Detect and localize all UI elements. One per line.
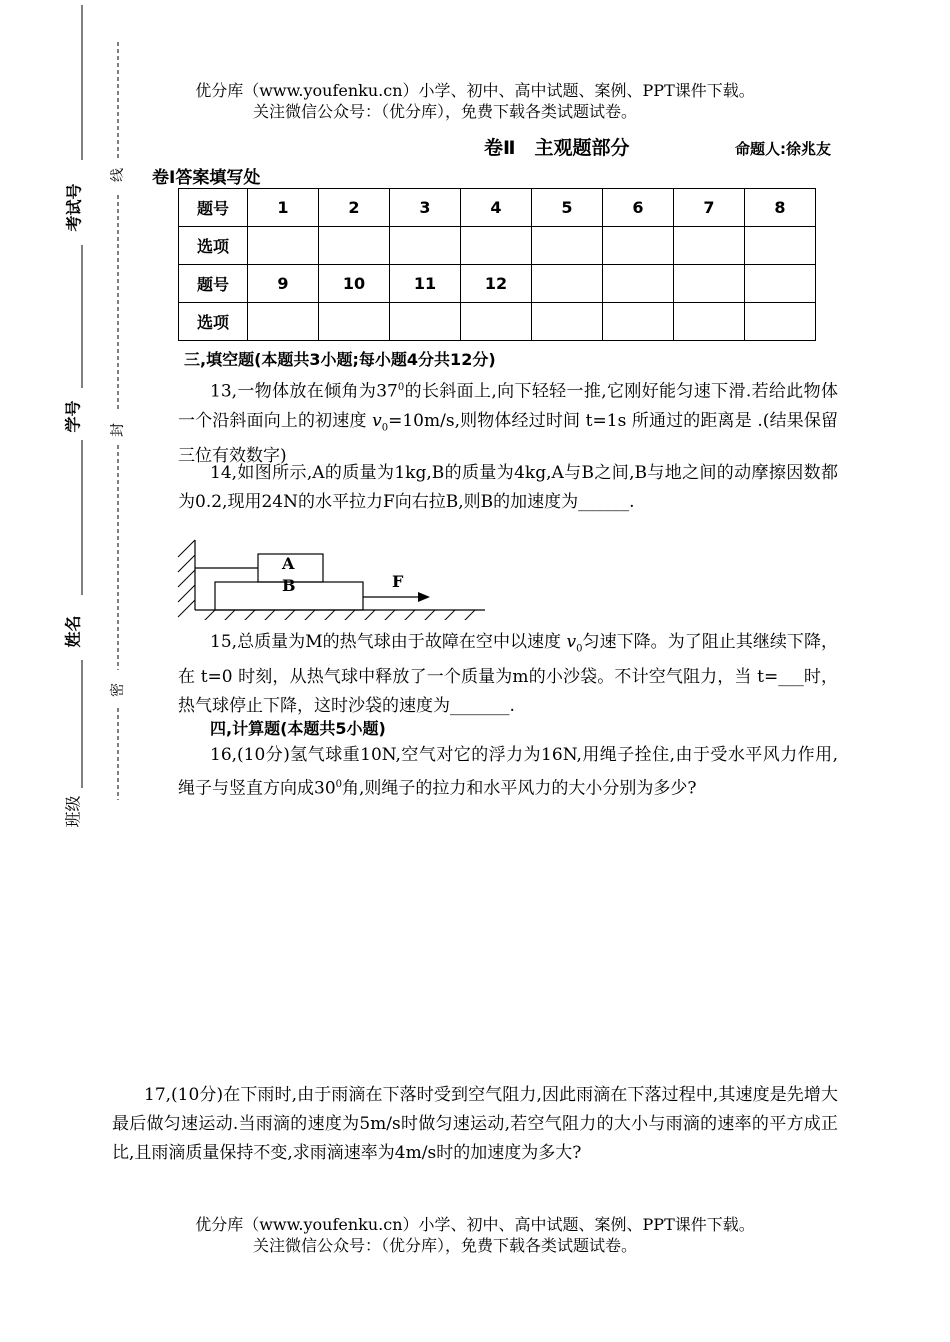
table-row: [179, 189, 816, 227]
table-row: [179, 227, 816, 265]
question-14: 14,如图所示,A的质量为1kg,B的质量为4kg,A与B之间,B与地之间的动摩擦因数都为0.2,现用24N的水平拉力F向右拉B,则B的加速度为______.: [178, 463, 838, 512]
table-cell: 5: [532, 189, 603, 227]
table-cell: 3: [390, 189, 461, 227]
block-figure: [170, 538, 500, 620]
label-f: F: [392, 572, 404, 591]
seal-mark-mi: 密: [110, 683, 126, 697]
table-cell: 选项: [179, 303, 248, 341]
footer-line-2: 关注微信公众号：（优分库），免费下载各类试题试卷。: [252, 1236, 637, 1255]
table-cell: 题号: [179, 265, 248, 303]
answer-cell[interactable]: [390, 227, 461, 265]
question-13: 13,一物体放在倾角为$37^0$的长斜面上,向下轻轻一推,它刚好能匀速下滑.若给此物体一个沿斜面向上的初速度 $v_0=10m/s$,则物体经过时间 t=1s 所通过的距离是 .(结果保留三位有效数字): [178, 381, 839, 467]
table-cell: 9: [248, 265, 319, 303]
table-cell: 6: [603, 189, 674, 227]
question-15: 15,总质量为M的热气球由于故障在空中以速度 $v_0$匀速下降。为了阻止其继续下降，在 t=0 时刻，从热气球中释放了一个质量为m的小沙袋。不计空气阻力，当 t=___时，热气球停止下降，这时沙袋的速度为_______.: [178, 632, 838, 717]
table-cell: 7: [674, 189, 745, 227]
table-cell: 2: [319, 189, 390, 227]
answer-cell[interactable]: [745, 227, 816, 265]
answer-cell[interactable]: [248, 303, 319, 341]
answer-blank[interactable]: ___: [778, 667, 804, 688]
label-b: B: [282, 576, 296, 595]
section3-title: 三,填空题(本题共3小题;每小题4分共12分): [184, 350, 496, 369]
table-cell: 12: [461, 265, 532, 303]
seal-mark-xian: 线: [110, 168, 126, 182]
table-cell: [745, 265, 816, 303]
table-cell: 选项: [179, 227, 248, 265]
name-label: 姓名: [63, 615, 83, 648]
table-cell: [532, 265, 603, 303]
table-cell: 题号: [179, 189, 248, 227]
section4-title: 四,计算题(本题共5小题): [210, 719, 386, 738]
class-label: 班级: [63, 795, 83, 828]
answer-cell[interactable]: [603, 303, 674, 341]
answer-cell[interactable]: [603, 227, 674, 265]
table-cell: 10: [319, 265, 390, 303]
answer-cell[interactable]: [745, 303, 816, 341]
section-title: 卷Ⅱ 主观题部分: [484, 137, 630, 159]
table-cell: [603, 265, 674, 303]
answer-cell[interactable]: [390, 303, 461, 341]
seal-mark-feng: 封: [110, 423, 126, 437]
wall-hatching: [178, 540, 195, 617]
answer-cell[interactable]: [461, 227, 532, 265]
answer-cell[interactable]: [248, 227, 319, 265]
answer-cell[interactable]: [532, 227, 603, 265]
exam-number-label: 考试号: [64, 183, 84, 232]
author: 命题人:徐兆友: [735, 140, 831, 158]
header-line-2: 关注微信公众号：（优分库），免费下载各类试题试卷。: [252, 102, 637, 121]
answer-cell[interactable]: [532, 303, 603, 341]
answer-blank[interactable]: ______: [578, 492, 630, 512]
table-cell: 1: [248, 189, 319, 227]
answer-cell[interactable]: [674, 227, 745, 265]
answer-blank[interactable]: _______: [450, 696, 510, 717]
force-arrowhead: [418, 592, 430, 602]
header-line-1: 优分库（www.youfenku.cn）小学、初中、高中试题、案例、PPT课件下载。: [195, 81, 755, 100]
table-cell: 4: [461, 189, 532, 227]
answer-cell[interactable]: [319, 303, 390, 341]
answer-area-title: 卷Ⅰ答案填写处: [152, 168, 261, 188]
question-16: 16,(10分)氢气球重10N,空气对它的浮力为16N,用绳子拴住,由于受水平风力作用,绳子与竖直方向成$30^0$角,则绳子的拉力和水平风力的大小分别为多少?: [178, 745, 838, 799]
answer-cell[interactable]: [319, 227, 390, 265]
ground-hatching: [203, 610, 475, 620]
footer-line-1: 优分库（www.youfenku.cn）小学、初中、高中试题、案例、PPT课件下载。: [195, 1215, 755, 1234]
table-row: [179, 303, 816, 341]
table-cell: 8: [745, 189, 816, 227]
answer-cell[interactable]: [461, 303, 532, 341]
student-number-label: 学号: [63, 400, 83, 433]
table-row: [179, 265, 816, 303]
answer-cell[interactable]: [674, 303, 745, 341]
table-cell: [674, 265, 745, 303]
question-17: 17,(10分)在下雨时,由于雨滴在下落时受到空气阻力,因此雨滴在下落过程中,其速度是先增大最后做匀速运动.当雨滴的速度为5m/s时做匀速运动,若空气阻力的大小与雨滴的速率的平方成正比,且雨滴质量保持不变,求雨滴速率为4m/s时的加速度为多大?: [112, 1085, 838, 1163]
label-a: A: [282, 554, 295, 573]
answer-table: [178, 188, 816, 341]
table-cell: 11: [390, 265, 461, 303]
